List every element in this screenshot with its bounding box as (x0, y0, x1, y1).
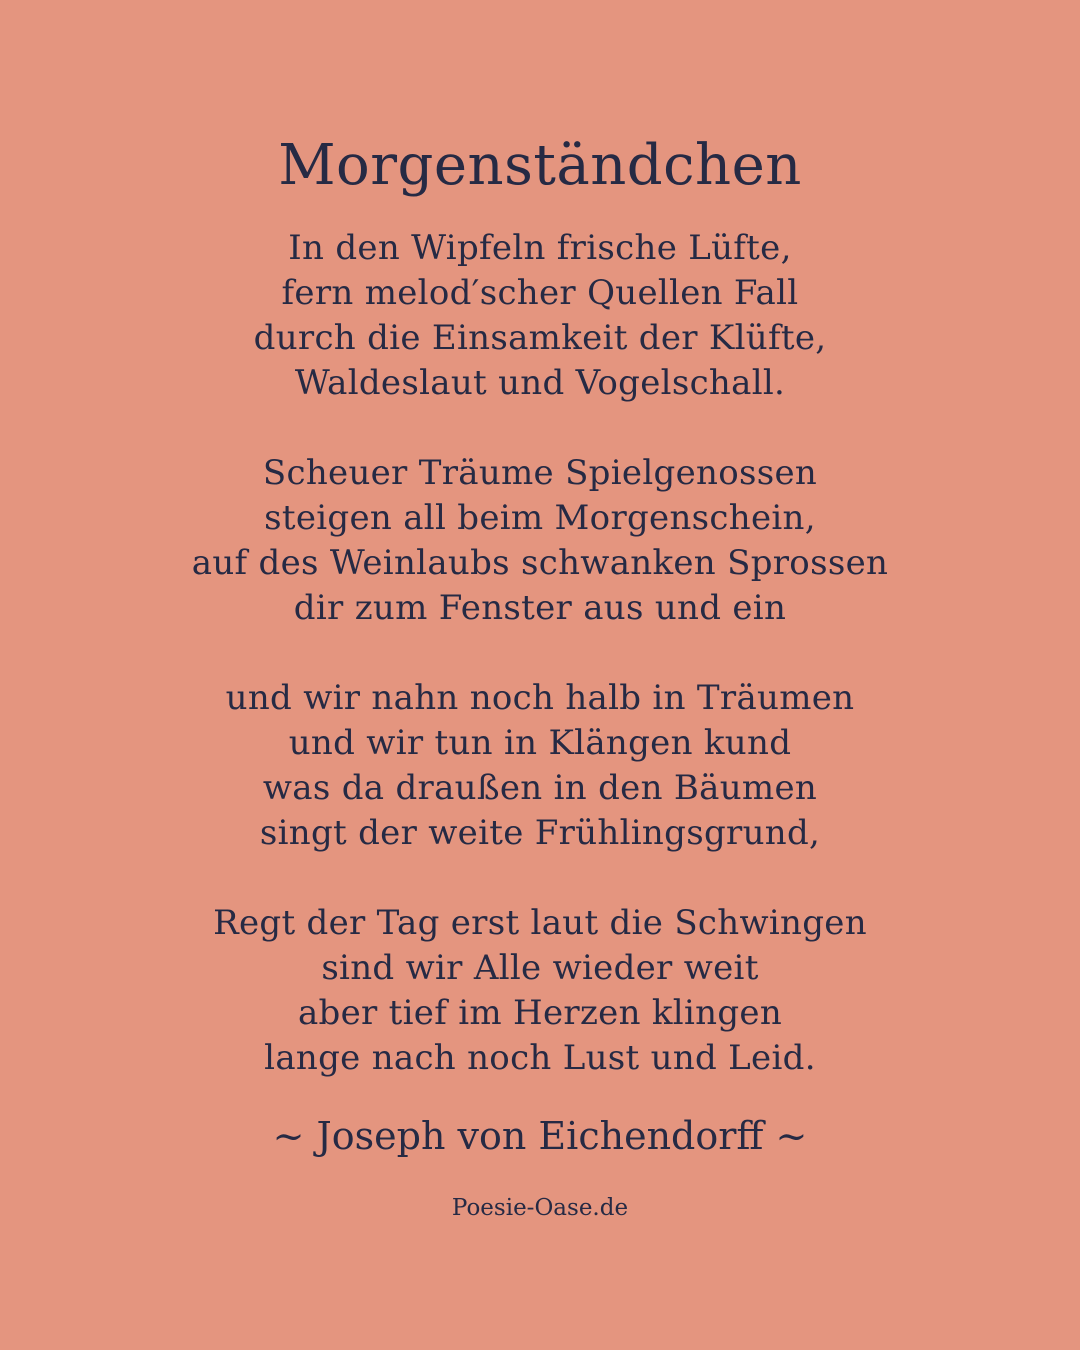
poem-line: auf des Weinlaubs schwanken Sprossen (191, 543, 889, 583)
stanza (0, 451, 1080, 631)
poem-line: und wir nahn noch halb in Träumen (225, 678, 855, 718)
stanza (0, 676, 1080, 856)
poem-line: steigen all beim Morgenschein, (264, 498, 816, 538)
poem-body (0, 226, 1080, 1126)
poem-line: was da draußen in den Bäumen (262, 768, 818, 808)
poem-line: Scheuer Träume Spielgenossen (262, 453, 818, 493)
stanza (0, 226, 1080, 406)
poem-line: singt der weite Frühlingsgrund, (259, 813, 821, 853)
stanza (0, 901, 1080, 1081)
poem-line: sind wir Alle wieder weit (321, 948, 759, 988)
poem-line: dir zum Fenster aus und ein (293, 588, 787, 628)
poem-line: aber tief im Herzen klingen (297, 993, 783, 1033)
poem-line: Regt der Tag erst laut die Schwingen (213, 903, 867, 943)
poem-line: und wir tun in Klängen kund (288, 723, 792, 763)
poem-line: lange nach noch Lust und Leid. (264, 1038, 816, 1078)
poem-author: ~ Joseph von Eichendorff ~ (272, 1114, 808, 1158)
poem-line: Waldeslaut und Vogelschall. (294, 363, 786, 403)
poem-line: fern melod′scher Quellen Fall (281, 273, 799, 313)
poem-title: Morgenständchen (278, 133, 802, 198)
site-credit: Poesie-Oase.de (451, 1195, 629, 1221)
poem-line: In den Wipfeln frische Lüfte, (288, 228, 792, 268)
poem-line: durch die Einsamkeit der Klüfte, (253, 318, 827, 358)
